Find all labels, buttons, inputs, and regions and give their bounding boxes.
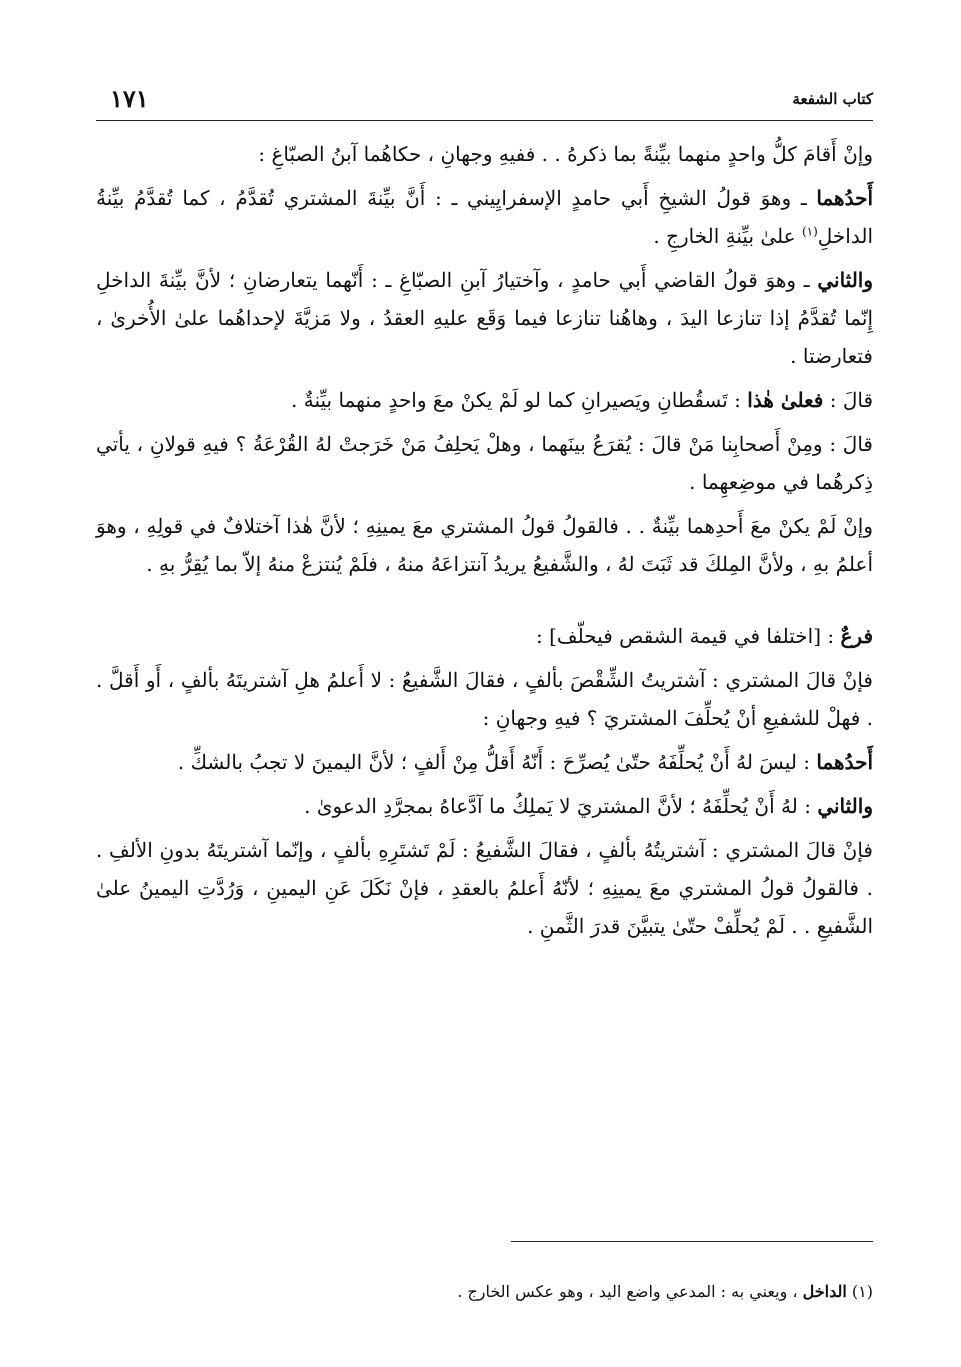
paragraph-9-text: : لهُ أَنْ يُحلِّفَهُ ؛ لأنَّ المشتريَ لا يَملِكُ ما آدَّعاهُ بمجرَّدِ الدعوىٰ . [304, 794, 818, 818]
paragraph-4 [96, 381, 873, 419]
paragraph-3 [96, 261, 873, 375]
footnote-text: ، ويعني به : المدعي واضع اليد ، وهو عكس الخارج . [457, 1282, 803, 1301]
footnote-lead: الداخل [802, 1282, 847, 1301]
paragraph-10: فإنْ قالَ المشتري : آشتريتُهُ بألفٍ ، فقالَ الشَّفيعُ : لَمْ تَشتَرِهِ بألفٍ ، وإنّما آشتريتَهُ بدونِ الألفِ . . فالقولُ قولُ المشتري معَ يمينِهِ ؛ لأنّهُ أَعلمُ بالعقدِ ، فإنْ نَكَلَ عَنِ اليمينِ ، وَرُدَّتِ اليمينُ علىٰ الشَّفيعِ . . لَمْ يُحلِّفْ حتّىٰ يتبيَّنَ قدرَ الثَّمنِ . [96, 838, 873, 938]
paragraph-4-text: : تَسقُطانِ ويَصيرانِ كما لو لَمْ يكنْ معَ واحدٍ منهما بيِّنةٌ . [291, 388, 748, 412]
branch-lead: فرعٌ [840, 624, 873, 648]
paragraph-9-lead: والثاني [817, 794, 873, 818]
footnote-divider [511, 1241, 873, 1242]
footnote-reference[interactable]: (١) [801, 224, 818, 239]
branch-title: : [اختلفا في قيمة الشقص فيحلّف] : [536, 624, 841, 648]
footnote [96, 1280, 873, 1304]
book-title: كتاب الشفعة [792, 90, 873, 108]
paragraph-8-lead: أَحدُهما [816, 750, 873, 774]
paragraph-2 [96, 179, 873, 255]
paragraph-3-lead: والثاني [817, 268, 874, 292]
paragraph-2-lead: أَحدُهما [816, 186, 873, 210]
main-text [96, 135, 873, 945]
paragraph-8 [96, 743, 873, 781]
paragraph-5: قالَ : ومِنْ أَصحابِنا مَنْ قالَ : يُقرَعُ بينَهما ، وهلْ يَحلِفُ مَنْ خَرَجتْ لهُ القُرْعَةُ ؟ فيهِ قولانِ ، يأتي ذِكرهُما في موضِعهِما . [96, 432, 873, 494]
paragraph-7: فإنْ قالَ المشتري : آشتريتُ الشِّقْصَ بألفٍ ، فقالَ الشَّفيعُ : لا أَعلمُ هلِ آشتريتَهُ بألفٍ ، أَو أَقلَّ . . فهلْ للشفيعِ أنْ يُحلِّفَ المشتريَ ؟ فيهِ وجهانِ : [96, 668, 873, 730]
paragraph-6: وإنْ لَمْ يكنْ معَ أَحدِهما بيِّنةٌ . . فالقولُ قولُ المشتري معَ يمينِهِ ؛ لأنَّ هٰذا آختلافٌ في قولِهِ ، وهوَ أعلمُ بهِ ، ولأنَّ المِلكَ قد ثَبَتَ لهُ ، والشَّفيعُ يريدُ آنتزاعَهُ منهُ ، فلَمْ يُنتزعْ منهُ إلاّ بما يُقِرُّ بهِ . [96, 514, 873, 576]
branch-heading [96, 617, 873, 655]
footnote-marker: (١) [851, 1282, 873, 1301]
paragraph-1: وإنْ أَقامَ كلُّ واحدٍ منهما بيِّنةً بما ذكرهُ . . ففيهِ وجهانِ ، حكاهُما آبنُ الصبّاغِ : [258, 142, 873, 166]
paragraph-4-lead: فعلىٰ هٰذا [747, 388, 824, 412]
paragraph-2-text-1: ـ وهوَ قولُ الشيخِ أَبي حامدٍ الإسفرايِيني ـ : أَنَّ بيِّنةَ المشتري تُقدَّمُ ، كما تُقدَّمُ بيِّنةُ الداخلِ [96, 186, 873, 248]
paragraph-8-text: : ليسَ لهُ أَنْ يُحلِّفَهُ حتّىٰ يُصرِّحَ : أَنّهُ أَقلُّ مِنْ أَلفٍ ؛ لأنَّ اليمينَ لا تجبُ بالشكِّ . [177, 750, 817, 774]
page-number: ١٧١ [110, 84, 149, 113]
running-header [96, 80, 873, 121]
paragraph-9 [96, 787, 873, 825]
book-page [96, 0, 873, 1367]
paragraph-3-text: ـ وهوَ قولُ القاضي أَبي حامدٍ ، وآختيارُ آبنِ الصبّاغِ ـ : أَنّهما يتعارضانِ ؛ لأنَّ بيِّنةَ الداخلِ إِنّما تُقدَّمُ إذا تنازعا اليدَ ، وهاهُنا تنازعا فيما وَقَع عليهِ العقدُ ، ولا مَزيَّةَ لإحداهُما علىٰ الأُخرىٰ ، فتعارضتا . [96, 268, 873, 368]
paragraph-2-text-2: علىٰ بيِّنةِ الخارجِ . [653, 224, 802, 248]
paragraph-4-intro: قالَ : [823, 388, 873, 412]
